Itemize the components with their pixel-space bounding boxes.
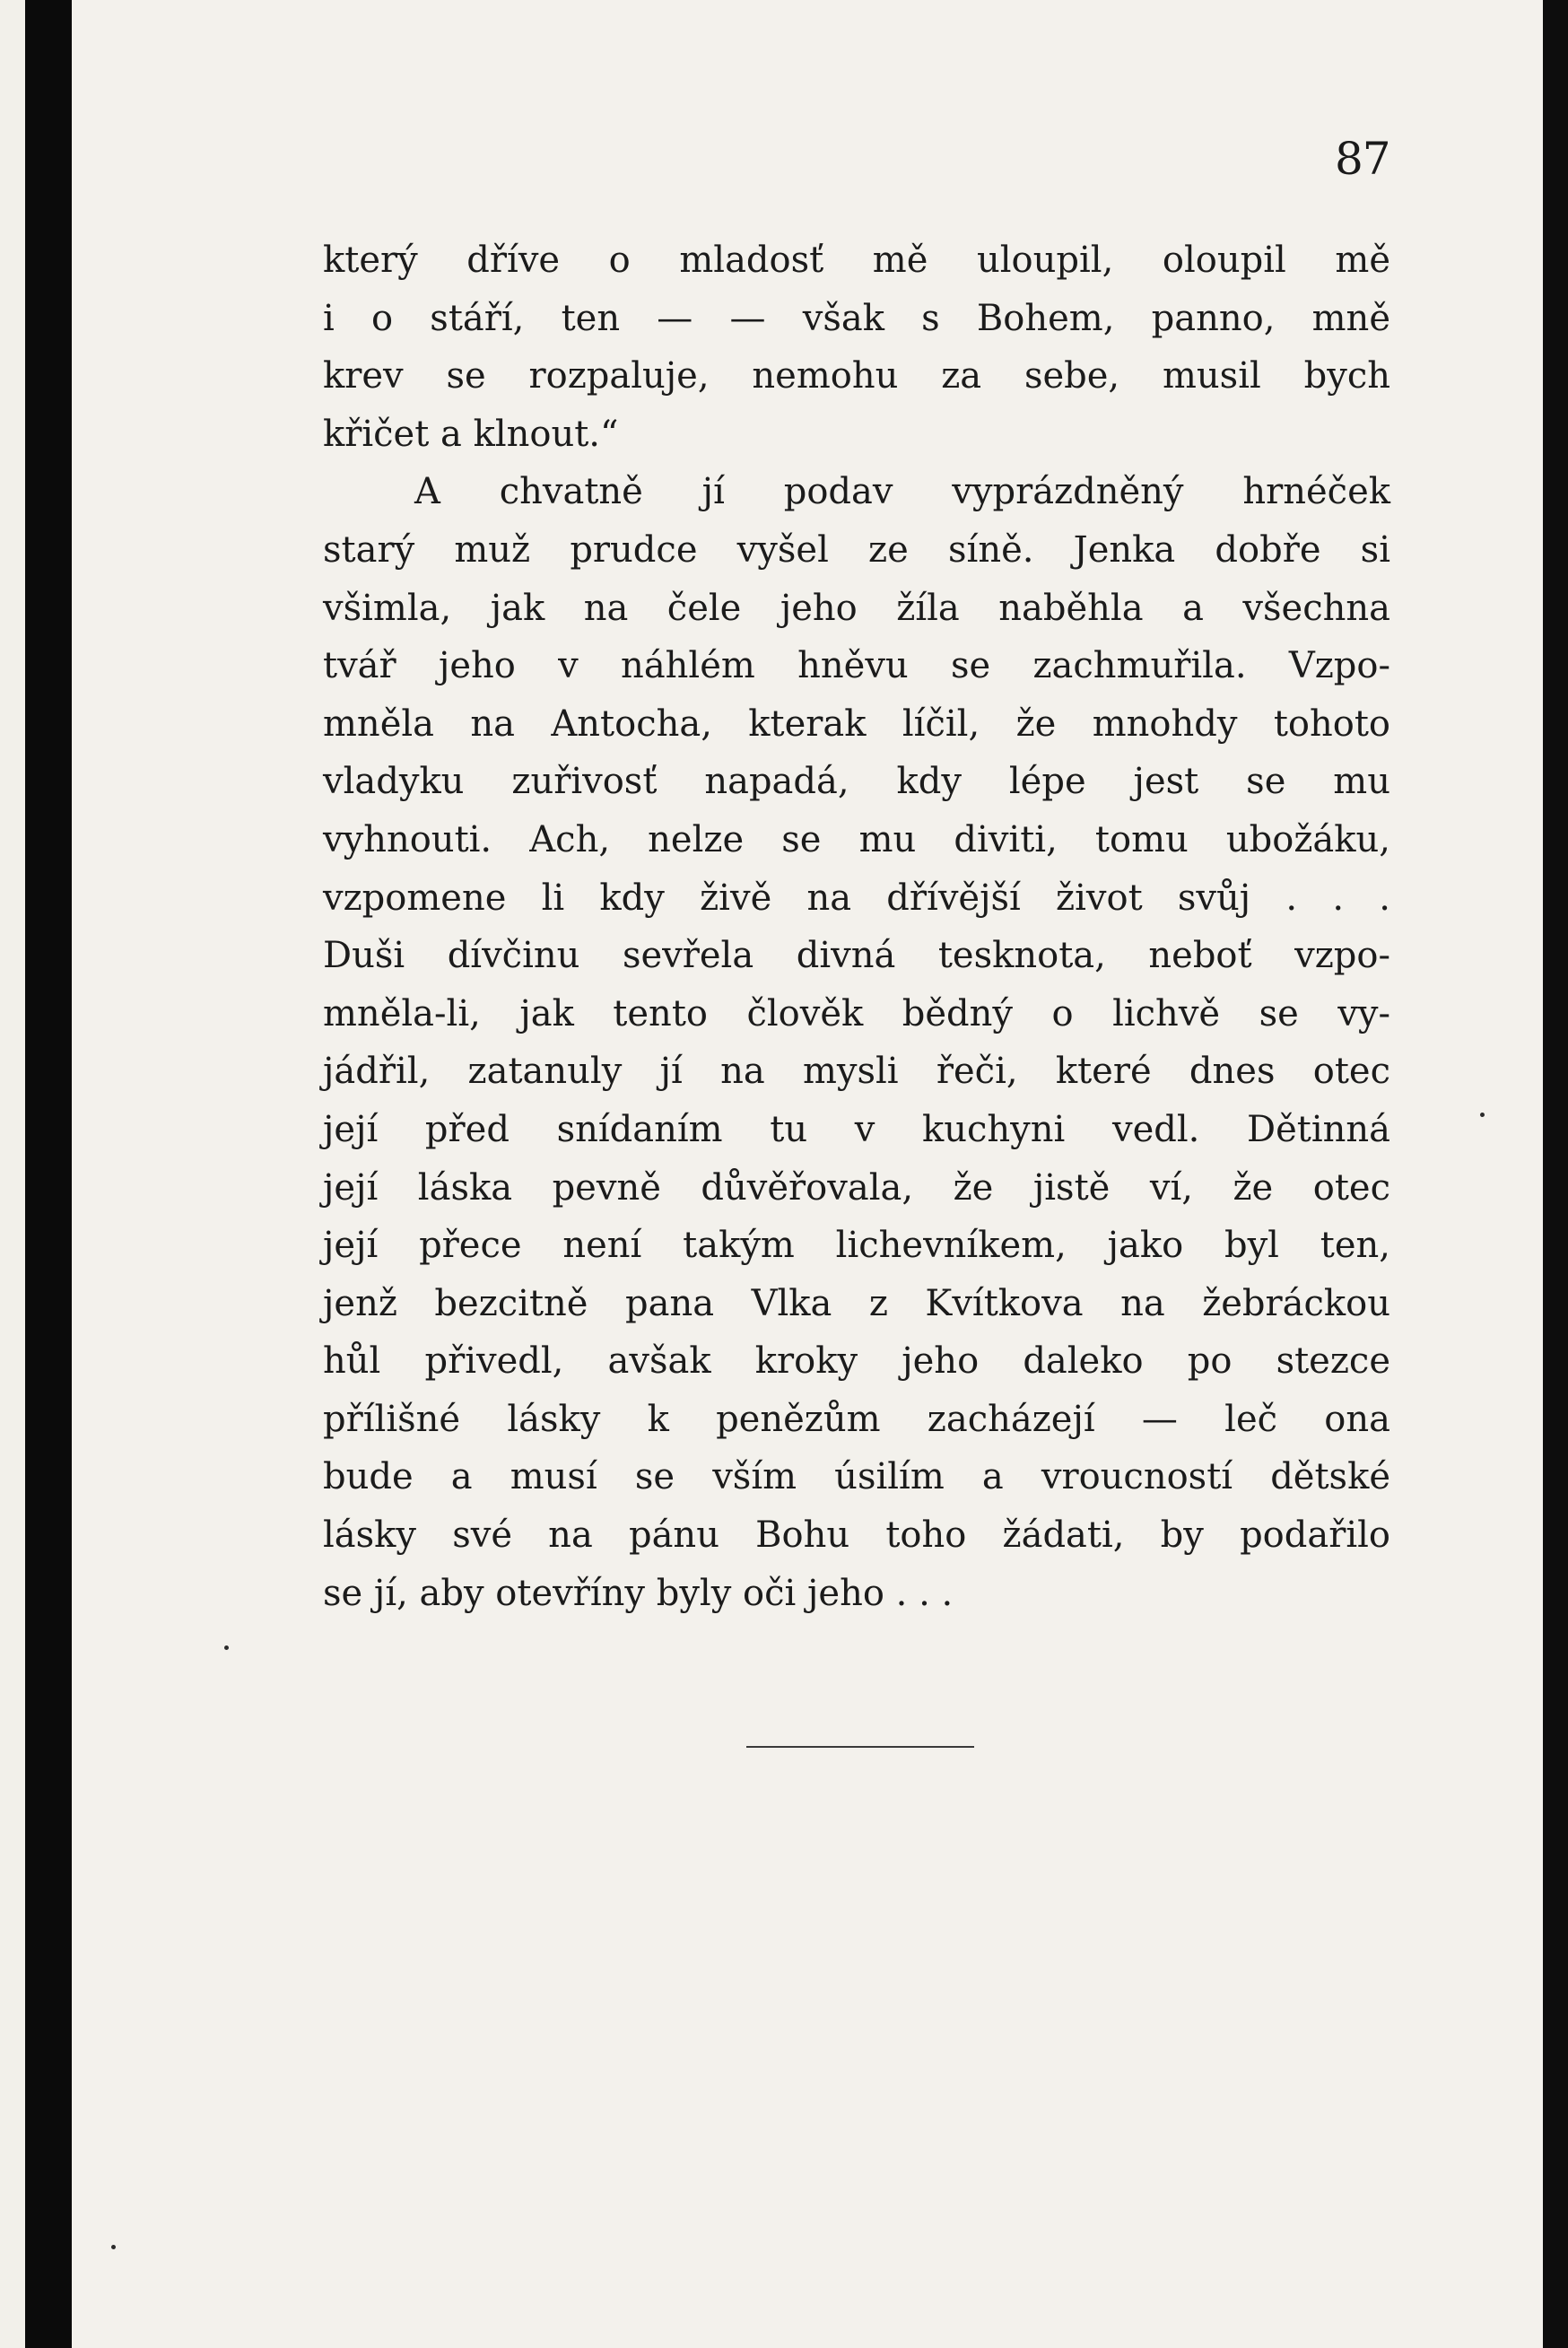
book-page [72, 0, 1543, 2348]
text-line: její láska pevně důvěřovala, že jistě ví, že otec [323, 1166, 1390, 1209]
text-line: starý muž prudce vyšel ze síně. Jenka dobře si [323, 528, 1390, 571]
page-number: 87 [1335, 133, 1390, 185]
text-line: se jí, aby otevříny byly oči jeho . . . [323, 1572, 954, 1614]
text-line: který dříve o mladosť mě uloupil, oloupil mě [323, 240, 1390, 281]
text-line: mněla-li, jak tento člověk bědný o lichvě se vy- [323, 992, 1390, 1034]
paper-speck [111, 2245, 116, 2249]
text-line: jádřil, zatanuly jí na mysli řeči, které dnes otec [323, 1051, 1390, 1093]
scan-gutter [25, 0, 72, 2348]
text-line: vladyku zuřivosť napadá, kdy lépe jest se mu [323, 761, 1390, 803]
text-line: všimla, jak na čele jeho žíla naběhla a všechna [323, 587, 1390, 629]
text-line: hůl přivedl, avšak kroky jeho daleko po stezce [323, 1340, 1390, 1383]
text-line: Duši dívčinu sevřela divná tesknota, neboť vzpo- [323, 935, 1390, 977]
text-line: A chvatně jí podav vyprázdněný hrnéček [414, 471, 1390, 513]
paper-speck [224, 1645, 229, 1650]
text-line: lásky své na pánu Bohu toho žádati, by podařilo [323, 1514, 1390, 1557]
text-line: i o stáří, ten — — však s Bohem, panno, mně [323, 297, 1390, 339]
body-text [323, 231, 1390, 1622]
section-divider [746, 1746, 974, 1748]
text-line: vzpomene li kdy živě na dřívější život svůj . . . [323, 877, 1390, 919]
text-line: jenž bezcitně pana Vlka z Kvítkova na žebráckou [323, 1282, 1390, 1324]
text-line: bude a musí se vším úsilím a vroucností dětské [323, 1456, 1390, 1498]
text-line: vyhnouti. Ach, nelze se mu diviti, tomu ubožáku, [323, 818, 1390, 860]
text-line: její před snídaním tu v kuchyni vedl. Dětinná [323, 1108, 1390, 1150]
paper-speck [1480, 1113, 1485, 1117]
text-line: mněla na Antocha, kterak líčil, že mnohdy tohoto [323, 703, 1390, 745]
text-line: její přece není takým lichevníkem, jako byl ten, [323, 1225, 1390, 1267]
text-line: křičet a klnout.“ [323, 413, 619, 455]
text-line: přílišné lásky k penězům zacházejí — leč ona [323, 1398, 1390, 1440]
text-line: tvář jeho v náhlém hněvu se zachmuřila. Vzpo- [323, 645, 1390, 687]
text-line: krev se rozpaluje, nemohu za sebe, musil bych [323, 355, 1390, 397]
